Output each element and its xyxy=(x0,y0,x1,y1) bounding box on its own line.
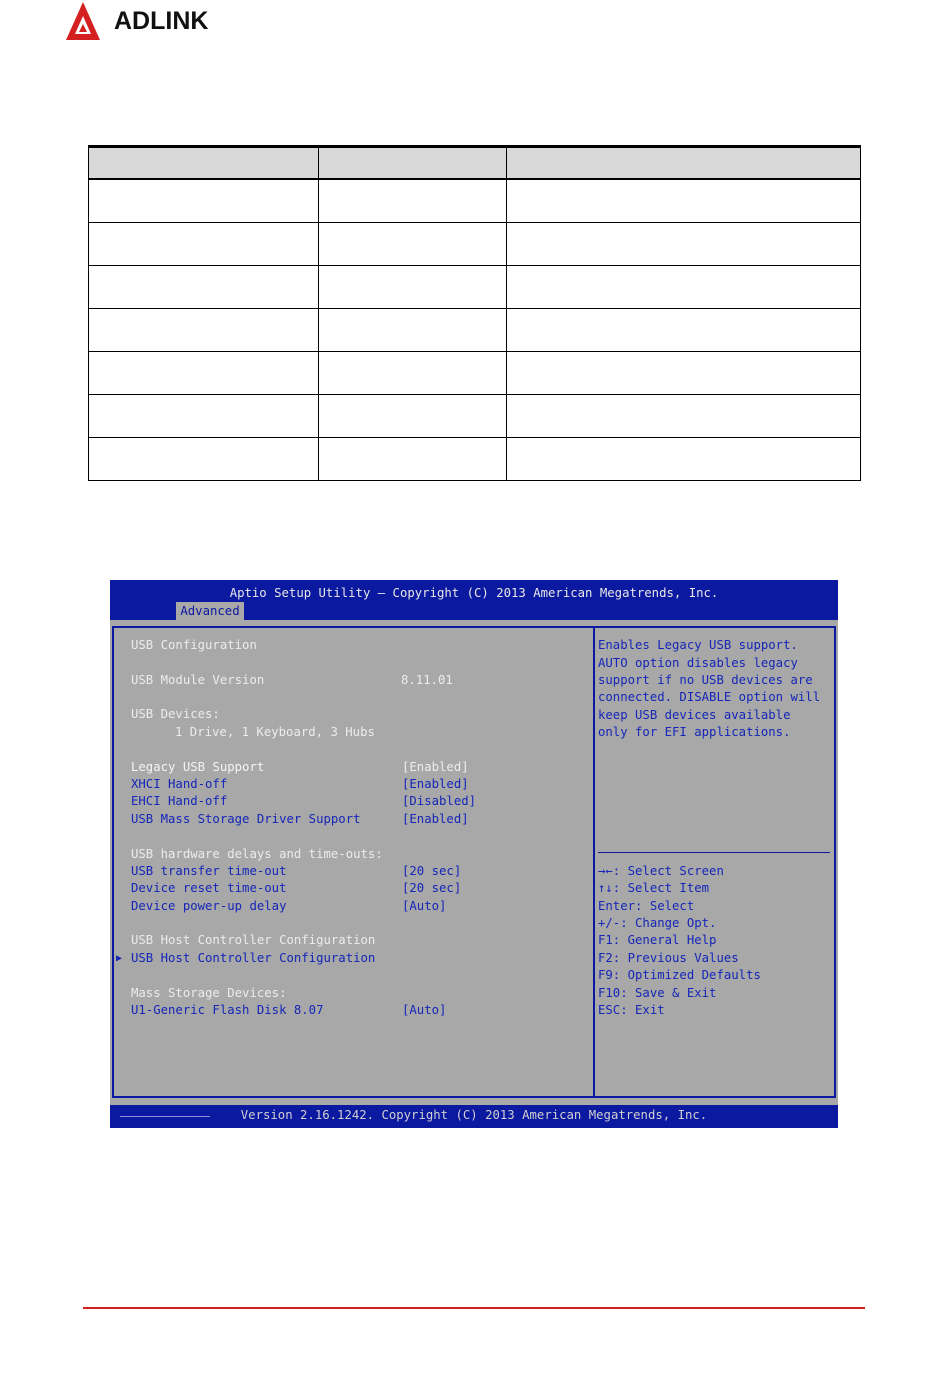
table-cell xyxy=(89,309,319,352)
table-cell xyxy=(319,266,507,309)
section-title: USB Configuration xyxy=(131,638,257,652)
key-hint: F2: Previous Values xyxy=(598,951,739,965)
table-cell xyxy=(319,438,507,481)
table-row xyxy=(89,223,861,266)
page-footer-rule xyxy=(83,1307,865,1309)
key-hint: ↑↓: Select Item xyxy=(598,881,710,895)
usb-transfer-timeout-value[interactable]: [20 sec] xyxy=(402,864,462,878)
bios-header xyxy=(110,580,838,620)
device-powerup-delay-value[interactable]: [Auto] xyxy=(402,899,447,913)
device-reset-timeout-value[interactable]: [20 sec] xyxy=(402,881,462,895)
mass-storage-driver-value[interactable]: [Enabled] xyxy=(402,812,469,826)
table-cell xyxy=(89,223,319,266)
key-hint: F1: General Help xyxy=(598,933,717,947)
table-cell xyxy=(319,179,507,223)
device-powerup-delay-option[interactable]: Device power-up delay xyxy=(131,899,287,913)
logo-text: ADLINK xyxy=(114,7,209,35)
help-line: support if no USB devices are xyxy=(598,673,813,687)
legacy-usb-support-value[interactable]: [Enabled] xyxy=(402,760,469,774)
bios-screen xyxy=(110,580,838,1128)
help-separator xyxy=(598,852,830,853)
table-row xyxy=(89,395,861,438)
module-version-label: USB Module Version xyxy=(131,673,265,687)
table-cell xyxy=(507,438,861,481)
help-line: Enables Legacy USB support. xyxy=(598,638,798,652)
delays-label: USB hardware delays and time-outs: xyxy=(131,847,383,861)
flash-disk-value[interactable]: [Auto] xyxy=(402,1003,447,1017)
table-cell xyxy=(507,352,861,395)
table-cell xyxy=(319,352,507,395)
bios-title: Aptio Setup Utility – Copyright (C) 2013 American Megatrends, Inc. xyxy=(229,586,719,600)
adlink-logo xyxy=(66,2,256,42)
adlink-triangle-icon xyxy=(66,2,110,42)
table-cell xyxy=(89,438,319,481)
legacy-usb-support-option[interactable]: Legacy USB Support xyxy=(131,760,265,774)
key-hint: ESC: Exit xyxy=(598,1003,665,1017)
table-header-cell xyxy=(319,147,507,180)
table-cell xyxy=(319,223,507,266)
key-hint: F10: Save & Exit xyxy=(598,986,717,1000)
key-hint: Enter: Select xyxy=(598,899,695,913)
help-line: AUTO option disables legacy xyxy=(598,656,798,670)
submenu-arrow-icon: ▶ xyxy=(116,953,123,964)
help-line: only for EFI applications. xyxy=(598,725,791,739)
table-row xyxy=(89,352,861,395)
help-line: connected. DISABLE option will xyxy=(598,690,821,704)
usb-transfer-timeout-option[interactable]: USB transfer time-out xyxy=(131,864,287,878)
flash-disk-option[interactable]: U1-Generic Flash Disk 8.07 xyxy=(131,1003,324,1017)
host-controller-submenu[interactable]: USB Host Controller Configuration xyxy=(131,951,376,965)
key-hint: +/-: Change Opt. xyxy=(598,916,717,930)
device-reset-timeout-option[interactable]: Device reset time-out xyxy=(131,881,287,895)
usb-devices-label: USB Devices: xyxy=(131,707,220,721)
key-hint: →←: Select Screen xyxy=(598,864,724,878)
ehci-handoff-option[interactable]: EHCI Hand-off xyxy=(131,794,228,808)
help-line: keep USB devices available xyxy=(598,708,791,722)
table-cell xyxy=(507,223,861,266)
table-header-row xyxy=(89,147,861,180)
table-cell xyxy=(89,179,319,223)
host-controller-label: USB Host Controller Configuration xyxy=(131,933,376,947)
settings-table xyxy=(88,145,861,481)
table-row xyxy=(89,438,861,481)
table-cell xyxy=(507,266,861,309)
table-cell xyxy=(89,352,319,395)
mass-storage-label: Mass Storage Devices: xyxy=(131,986,287,1000)
panel-divider xyxy=(593,626,595,1098)
bios-footer-text: Version 2.16.1242. Copyright (C) 2013 American Megatrends, Inc. xyxy=(240,1108,708,1122)
usb-devices-value: 1 Drive, 1 Keyboard, 3 Hubs xyxy=(175,725,375,739)
table-cell xyxy=(89,266,319,309)
table-row xyxy=(89,266,861,309)
bios-footer xyxy=(110,1105,838,1128)
tab-advanced[interactable]: Advanced xyxy=(176,602,244,620)
table-header-cell xyxy=(507,147,861,180)
table-cell xyxy=(507,395,861,438)
table-cell xyxy=(89,395,319,438)
key-hint: F9: Optimized Defaults xyxy=(598,968,761,982)
table-cell xyxy=(319,309,507,352)
table-header-cell xyxy=(89,147,319,180)
xhci-handoff-value[interactable]: [Enabled] xyxy=(402,777,469,791)
table-row xyxy=(89,179,861,223)
mass-storage-driver-option[interactable]: USB Mass Storage Driver Support xyxy=(131,812,361,826)
table-cell xyxy=(507,179,861,223)
table-cell xyxy=(507,309,861,352)
xhci-handoff-option[interactable]: XHCI Hand-off xyxy=(131,777,228,791)
module-version-value: 8.11.01 xyxy=(401,673,453,687)
table-cell xyxy=(319,395,507,438)
table-row xyxy=(89,309,861,352)
ehci-handoff-value[interactable]: [Disabled] xyxy=(402,794,477,808)
